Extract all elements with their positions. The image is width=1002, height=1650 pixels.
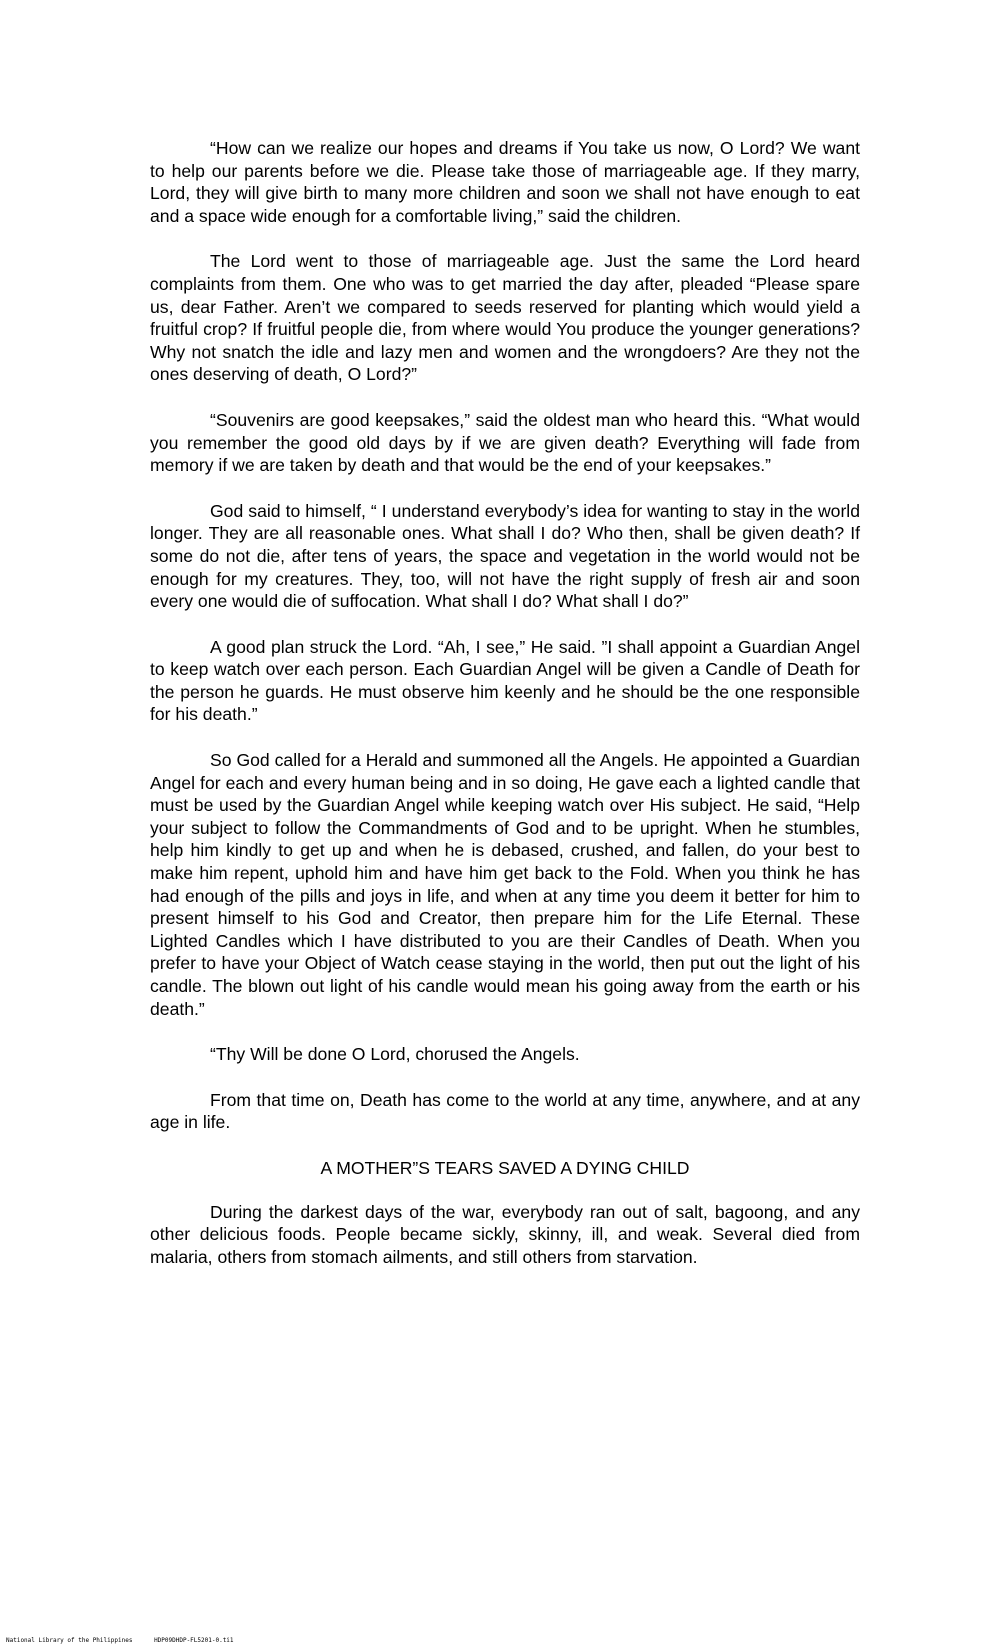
paragraph: “How can we realize our hopes and dreams if You take us now, O Lord? We want to help our parents before we die. Please take those of marriageable age. If they marry, Lord, they will give birth to many more children and soon we shall not have enough to eat and a space wide enough for a comfortable living,” said the children. [150,138,860,226]
page-footer [6,1637,252,1644]
paragraph: So God called for a Herald and summoned all the Angels. He appointed a Guardian Angel for each and every human being and in so doing, He gave each a lighted candle that must be used by the Guardian Angel while keeping watch over His subject. He said, “Help your subject to follow the Commandments of God and to be upright. When he stumbles, help him kindly to get up and when he is debased, crushed, and fallen, do your best to make him repent, uphold him and have him get back to the Fold. When you think he has had enough of the pills and joys in life, and when at any time you deem it better for him to present himself to his God and Creator, then prepare him for the Life Eternal. These Lighted Candles which I have distributed to you are their Candles of Death. When you prefer to have your Object of Watch cease staying in the world, then put out the light of his candle. The blown out light of his candle would mean his going away from the earth or his death.” [150,750,860,1019]
document-body [150,137,860,1291]
paragraph: A good plan struck the Lord. “Ah, I see,” He said. ”I shall appoint a Guardian Angel to keep watch over each person. Each Guardian Angel will be given a Candle of Death for the person he guards. He must observe him keenly and he should be the one responsible for his death.” [150,636,860,725]
section-heading: A MOTHER”S TEARS SAVED A DYING CHILD [320,1157,690,1178]
paragraph: “Thy Will be done O Lord, chorused the Angels. [210,1044,580,1065]
paragraph: The Lord went to those of marriageable age. Just the same the Lord heard complaints from them. One who was to get married the day after, pleaded “Please spare us, dear Father. Aren’t we compared to seeds reserved for planting which would yield a fruitful crop? If fruitful people die, from where would You produce the younger generations? Why not snatch the idle and lazy men and women and the wrongdoers? Are they not the ones deserving of death, O Lord?” [150,251,860,385]
footer-code: HDP09DHDP-FL5201-0.ti1 [154,1637,234,1644]
footer-library: National Library of the Philippines [6,1637,133,1644]
paragraph: During the darkest days of the war, everybody ran out of salt, bagoong, and any other delicious foods. People became sickly, skinny, ill, and weak. Several died from malaria, others from stomach ailments, and still others from starvation. [150,1201,860,1267]
paragraph: God said to himself, “ I understand everybody’s idea for wanting to stay in the world longer. They are all reasonable ones. What shall I do? Who then, shall be given death? If some do not die, after tens of years, the space and vegetation in the world would not be enough for my creatures. They, too, will not have the right supply of fresh air and soon every one would die of suffocation. What shall I do? What shall I do?” [150,500,860,612]
paragraph: From that time on, Death has come to the world at any time, anywhere, and at any age in life. [150,1089,860,1133]
paragraph: “Souvenirs are good keepsakes,” said the oldest man who heard this. “What would you remember the good old days by if we are given death? Everything will fade from memory if we are taken by death and that would be the end of your keepsakes.” [150,409,860,476]
